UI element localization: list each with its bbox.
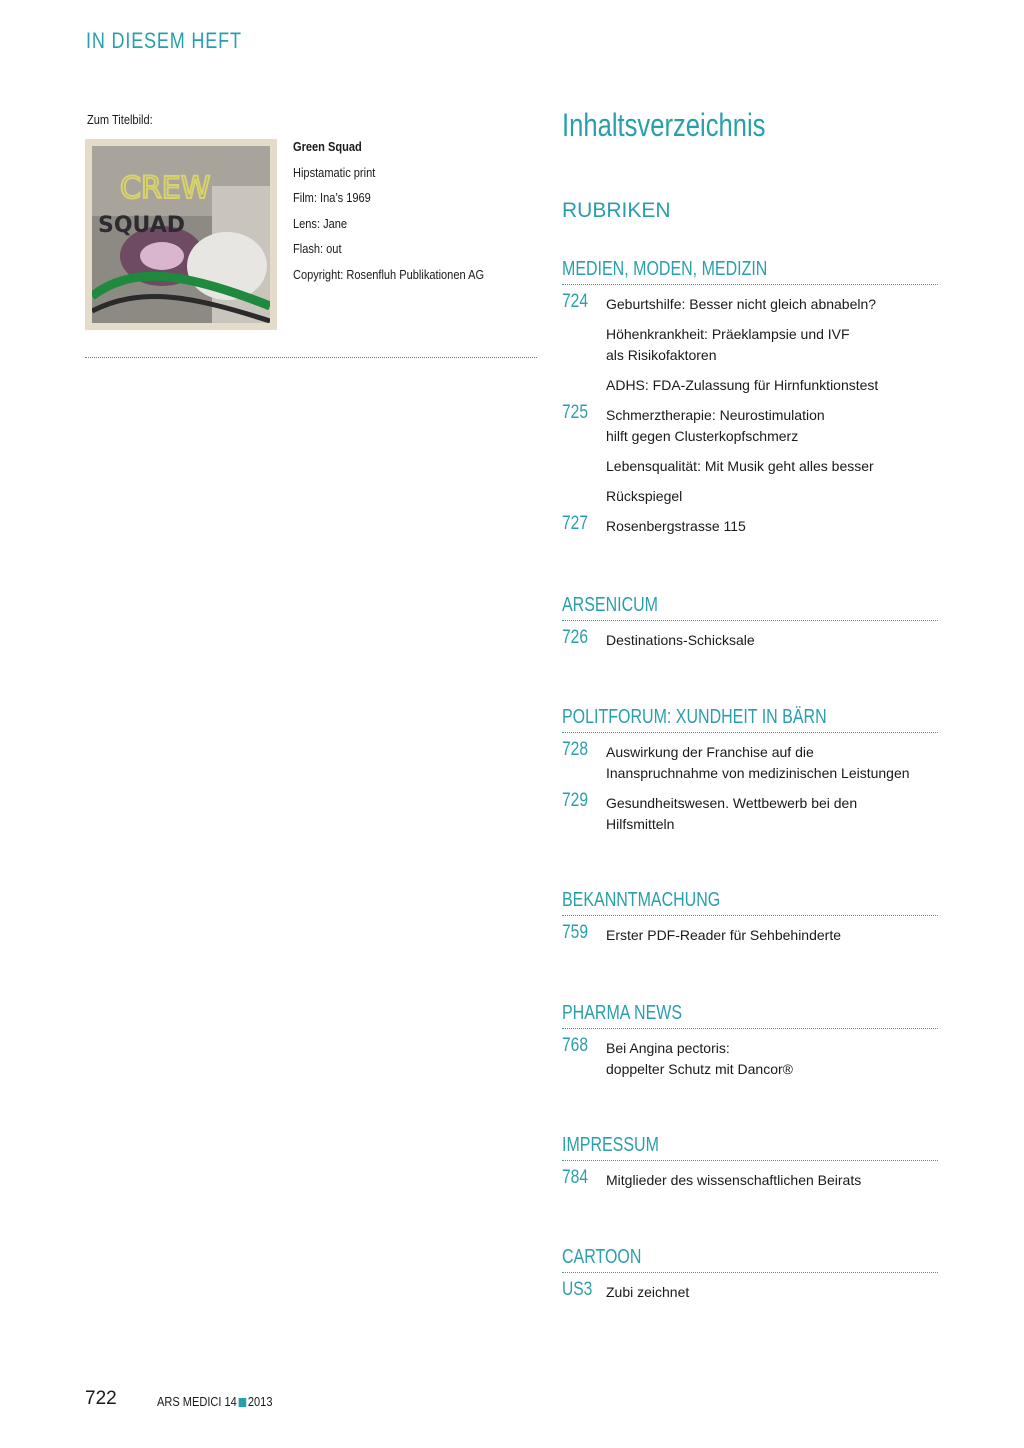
toc-section-rule — [562, 1028, 938, 1029]
toc-entry[interactable] — [562, 790, 938, 835]
square-bullet-icon — [239, 1398, 247, 1407]
toc-section-rule — [562, 620, 938, 621]
toc-section-rule — [562, 732, 938, 733]
toc-section — [562, 1000, 938, 1080]
toc-entry-page: 729 — [562, 790, 588, 811]
toc-entry-page: 759 — [562, 922, 588, 943]
toc-section-rule — [562, 915, 938, 916]
section-header-title: IN DIESEM HEFT — [86, 28, 242, 53]
toc-section-rule — [562, 284, 938, 285]
toc-entry[interactable] — [562, 1167, 938, 1191]
toc-entry[interactable] — [562, 375, 938, 396]
footer-year: 2013 — [247, 1394, 273, 1409]
toc-section-heading: MEDIEN, MODEN, MEDIZIN — [562, 258, 768, 280]
toc-section-heading: PHARMA NEWS — [562, 1002, 683, 1024]
toc-section — [562, 592, 938, 651]
toc-entry-title: Mitglieder des wissenschaftlichen Beirats — [606, 1172, 862, 1188]
toc-entry-title: Destinations-Schicksale — [606, 632, 755, 648]
toc-entry-title: Zubi zeichnet — [606, 1284, 690, 1300]
cover-credit-title: Green Squad — [293, 139, 362, 154]
toc-section-rule — [562, 1160, 938, 1161]
toc-section — [562, 256, 938, 537]
toc-entry-title: Auswirkung der Franchise auf die Inanspruchnahme von medizinischen Leistungen — [606, 744, 910, 781]
toc-entry-page: 728 — [562, 739, 588, 760]
cover-credit-line: Copyright: Rosenfluh Publikationen AG — [293, 266, 485, 282]
toc-section — [562, 1244, 938, 1303]
toc-entry-page: 726 — [562, 627, 588, 648]
toc-section-heading: BEKANNTMACHUNG — [562, 889, 721, 911]
toc-category: RUBRIKEN — [562, 199, 671, 222]
toc-entry-title: Schmerztherapie: Neurostimulation hilft gegen Clusterkopfschmerz — [606, 407, 825, 444]
toc-entry[interactable] — [562, 324, 938, 366]
toc-entry-page: US3 — [562, 1279, 593, 1300]
toc-section-heading: POLITFORUM: XUNDHEIT IN BÄRN — [562, 706, 827, 728]
toc-section-heading: CARTOON — [562, 1246, 642, 1268]
cover-credit-line: Lens: Jane — [293, 215, 348, 231]
footer-journal — [157, 1394, 272, 1409]
toc-entry-page: 784 — [562, 1167, 588, 1188]
toc-entry[interactable] — [562, 922, 938, 946]
toc-entry-title: Lebensqualität: Mit Musik geht alles besser — [606, 458, 874, 474]
toc-entry-title: Rückspiegel — [606, 488, 683, 504]
toc-entry[interactable] — [562, 1279, 938, 1303]
toc-section-rule — [562, 1272, 938, 1273]
cover-credits — [293, 138, 484, 291]
toc-section — [562, 1132, 938, 1191]
toc-entry[interactable] — [562, 1035, 938, 1080]
toc-entry-page: 768 — [562, 1035, 588, 1056]
toc-entry-title: Rosenbergstrasse 115 — [606, 518, 746, 534]
toc-title: Inhaltsverzeichnis — [562, 107, 766, 143]
toc-entry[interactable] — [562, 513, 938, 537]
toc-entry[interactable] — [562, 486, 938, 507]
cover-image-text-bottom: SQUAD — [98, 213, 186, 238]
footer-page-number: 722 — [85, 1388, 117, 1409]
toc-entry-title: ADHS: FDA-Zulassung für Hirnfunktionstest — [606, 377, 879, 393]
toc-entry[interactable] — [562, 291, 938, 315]
toc-entry-title: Bei Angina pectoris: doppelter Schutz mit Dancor® — [606, 1040, 793, 1077]
cover-image — [85, 139, 277, 330]
cover-image-text-top: CREW — [120, 171, 211, 206]
toc-section-heading: IMPRESSUM — [562, 1134, 659, 1156]
cover-credit-line: Flash: out — [293, 241, 342, 256]
toc-entry[interactable] — [562, 456, 938, 477]
toc-entry[interactable] — [562, 402, 938, 447]
cover-credit-line: Film: Ina’s 1969 — [293, 190, 371, 205]
toc-entry-page: 727 — [562, 513, 588, 534]
toc-entry-title: Geburtshilfe: Besser nicht gleich abnabeln? — [606, 296, 877, 312]
footer-journal-name: ARS MEDICI 14 — [157, 1394, 237, 1409]
cover-credit-line: Hipstamatic print — [293, 164, 376, 180]
toc-entry-title: Höhenkrankheit: Präeklampsie und IVF als Risikofaktoren — [606, 326, 850, 363]
toc-section — [562, 887, 938, 946]
toc-section — [562, 704, 938, 835]
toc-entry-page: 724 — [562, 291, 588, 312]
toc-entry-title: Erster PDF-Reader für Sehbehinderte — [606, 927, 841, 943]
toc-entry-title: Gesundheitswesen. Wettbewerb bei den Hilfsmitteln — [606, 795, 858, 832]
cover-image-graffiti — [92, 146, 270, 323]
toc-entry[interactable] — [562, 627, 938, 651]
toc-entry[interactable] — [562, 739, 938, 784]
cover-image-label: Zum Titelbild: — [87, 112, 153, 127]
toc-entry-page: 725 — [562, 402, 588, 423]
toc-section-heading: ARSENICUM — [562, 594, 659, 616]
left-column-divider — [85, 357, 537, 358]
